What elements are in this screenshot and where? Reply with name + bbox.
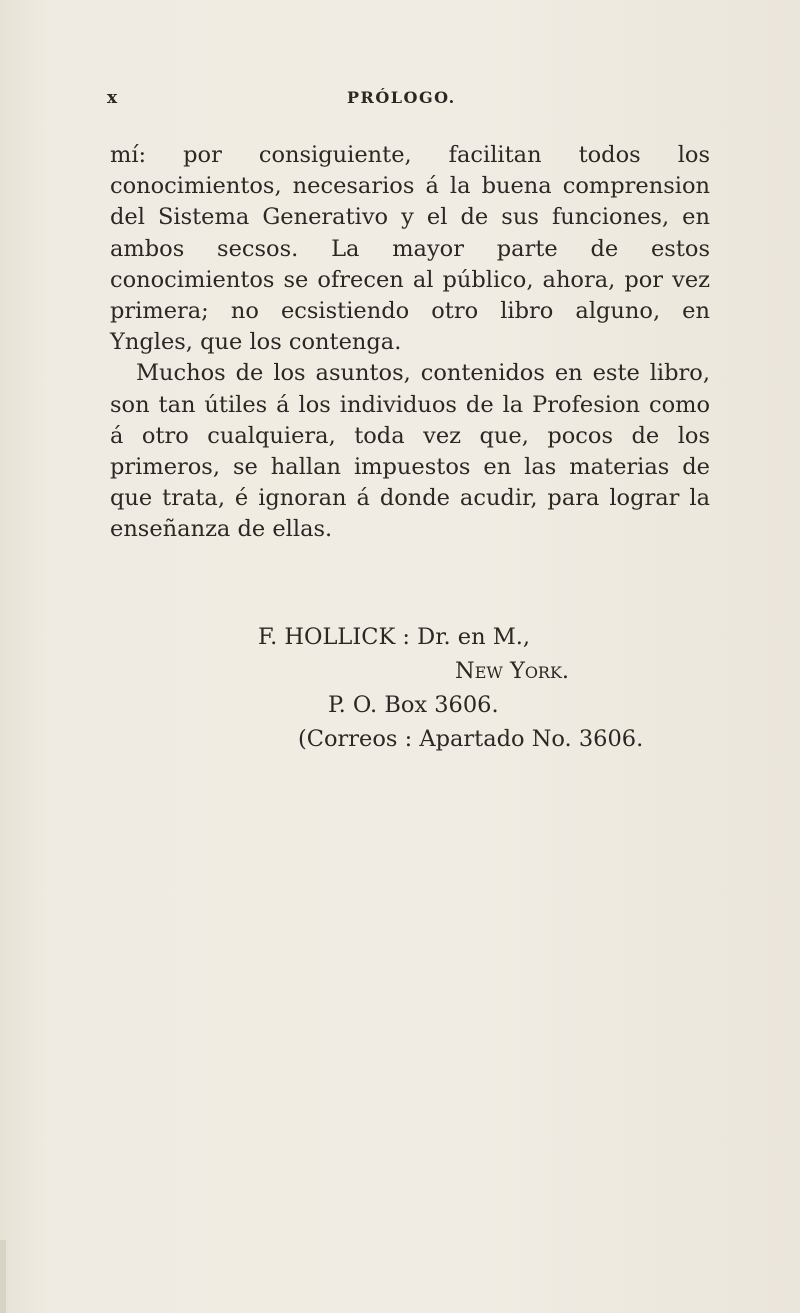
prologue-body: [110, 140, 710, 546]
running-title: PRÓLOGO.: [347, 88, 456, 107]
correos-address: (Correos : Apartado No. 3606.: [298, 726, 644, 752]
post-office-box: P. O. Box 3606.: [328, 692, 499, 718]
author-name: F. HOLLICK : Dr. en M.,: [258, 624, 531, 650]
paragraph-2: Muchos de los asuntos, contenidos en este libro, son tan útiles á los individuos de la Profesion como á otro cualquiera, toda vez que, pocos de los primeros, se hallan impuestos en las materias de que trata, é ignoran á donde acudir, para lograr la enseñanza de ellas.: [110, 360, 710, 543]
author-city: New York.: [455, 658, 570, 684]
page-header: [0, 88, 800, 116]
paragraph-1: mí: por consiguiente, facilitan todos los conocimientos, necesarios á la buena comprension del Sistema Generativo y el de sus funciones, en ambos secsos. La mayor parte de estos conocimientos se ofrecen al público, ahora, por vez primera; no ecsistiendo otro libro alguno, en Yngles, que los contenga.: [110, 142, 710, 356]
page-number: x: [107, 88, 118, 108]
page-edge-shadow: [0, 1240, 6, 1313]
